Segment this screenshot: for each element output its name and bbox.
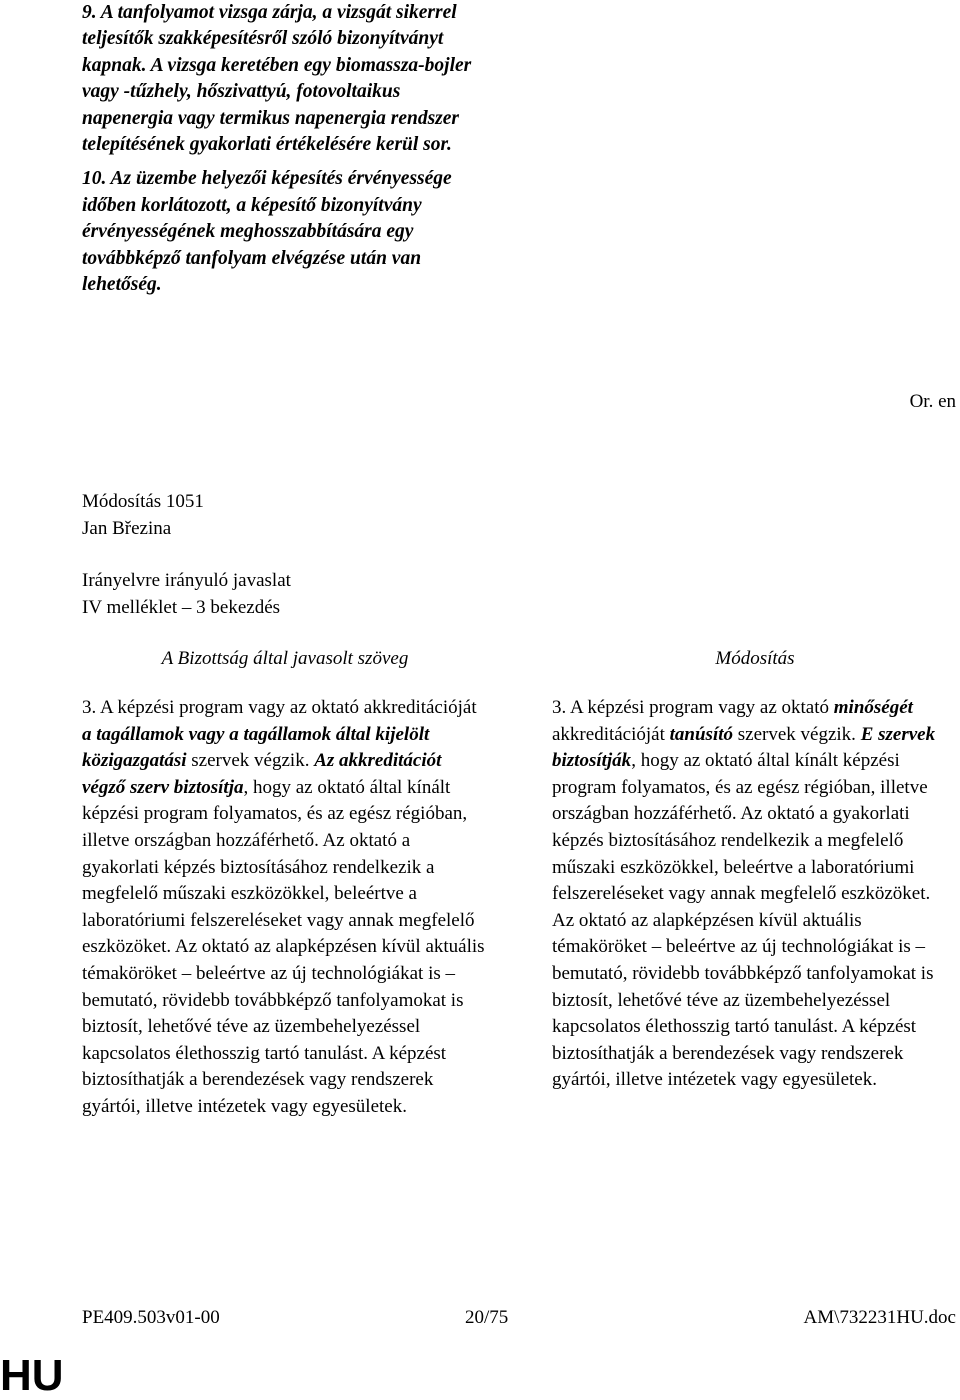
- amendment-author: Jan Březina: [82, 517, 172, 539]
- paragraph-item-9: 9. A tanfolyamot vizsga zárja, a vizsgát sikerrel teljesítők szakképesítésről szóló bizonyítványt kapnak. A vizsga keretében egy biomassza-bojler vagy -tűzhely, hőszivattyú, fotovoltaikus napenergia vagy termikus napenergia rendszer telepítésének gyakorlati értékelésére kerül sor.: [82, 2, 472, 156]
- inserted-text: minőségét: [833, 697, 913, 718]
- language-code: HU: [0, 1351, 64, 1400]
- proposal-type: Irányelvre irányuló javaslat: [82, 570, 291, 591]
- inserted-text: tanúsító: [669, 723, 734, 745]
- inserted-text: E szervek biztosítják: [552, 723, 936, 772]
- deleted-text: Az akkreditációt végző szerv biztosítja: [82, 750, 442, 798]
- amendment-paragraph: 3. A képzési program vagy az oktató minőségét akkreditációját tanúsító szervek végzik. E szervek biztosítják, hogy az oktató által kínált képzési program folyamatos, és az egész régióban, illetve országban hozzáférhető. Az oktató a gyakorlati képzés biztosításához rendelkezik a megfelelő műszaki eszközökkel, beleértve a laboratóriumi felszereléseket vagy annak megfelelő eszközöket. Az oktató az alapképzésen kívül aktuális témaköröket – beleértve az új technológiákat is – bemutató, rövidebb továbbképző tanfolyamokat is biztosít, lehetővé téve az üzembehelyezéssel kapcsolatos élethosszig tartó tanulást. A képzést biztosíthatják a berendezések vagy rendszerek gyártói, illetve intézetek vagy egyesületek.: [552, 697, 936, 1091]
- footer-doc-ref: PE409.503v01-00: [82, 1307, 220, 1328]
- amendment-header: [82, 489, 291, 621]
- deleted-text: a tagállamok vagy a tagállamok által kijelölt közigazgatási: [82, 723, 430, 772]
- commission-text-column: [82, 695, 488, 1121]
- amendment-text-header: Módosítás: [715, 648, 795, 669]
- commission-paragraph: 3. A képzési program vagy az oktató akkreditációját a tagállamok vagy a tagállamok által kijelölt közigazgatási szervek végzik. Az akkreditációt végző szerv biztosítja, hogy az oktató által kínált képzési program folyamatos, és az egész régióban, illetve országban hozzáférhető. Az oktató a gyakorlati képzés biztosításához rendelkezik a megfelelő műszaki eszközökkel, beleértve a laboratóriumi felszereléseket vagy annak megfelelő eszközöket. Az oktató az alapképzésen kívül aktuális témaköröket – beleértve az új technológiákat is – bemutató, rövidebb továbbképző tanfolyamokat is biztosít, lehetővé téve az üzembehelyezéssel kapcsolatos élethosszig tartó tanulást. A képzést biztosíthatják a berendezések vagy rendszerek gyártói, illetve intézetek vagy egyesületek.: [82, 697, 485, 1117]
- amendment-reference: IV melléklet – 3 bekezdés: [82, 596, 281, 618]
- original-language-label: Or. en: [909, 391, 956, 412]
- amendment-number: Módosítás 1051: [82, 491, 204, 512]
- footer-file-name: AM\732231HU.doc: [803, 1307, 956, 1328]
- commission-text-header: A Bizottság által javasolt szöveg: [161, 648, 409, 669]
- amendment-text-column: [552, 695, 952, 1094]
- footer-page-number: 20/75: [465, 1307, 509, 1328]
- paragraph-item-10: 10. Az üzembe helyezői képesítés érvényessége időben korlátozott, a képesítő bizonyítvány érvényességének meghosszabbítására egy továbbképző tanfolyam elvégzése után van lehetőség.: [82, 168, 452, 296]
- previous-amendment-text: [82, 0, 482, 298]
